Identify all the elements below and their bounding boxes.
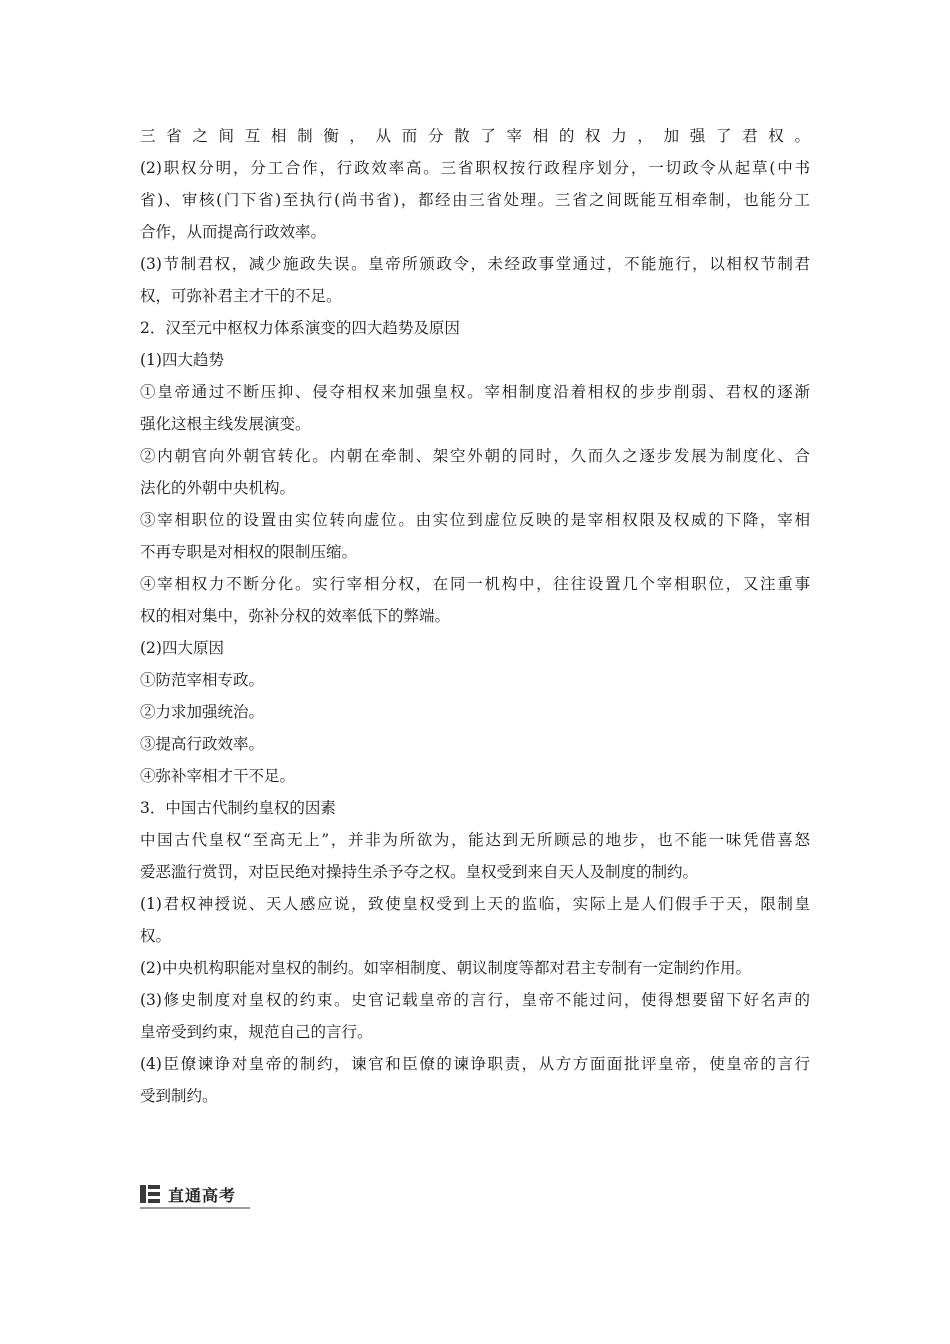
text-line: ①皇帝通过不断压抑、侵夺相权来加强皇权。宰相制度沿着相权的步步削弱、君权的逐渐 <box>140 383 810 401</box>
text-line: (3)节制君权，减少施政失误。皇帝所颁政令，未经政事堂通过，不能施行，以相权节制君 <box>140 255 810 273</box>
text-line: 权。 <box>140 927 172 945</box>
list-item: ④弥补宰相才干不足。 <box>140 767 296 785</box>
text-line: ④宰相权力不断分化。实行宰相分权，在同一机构中，往往设置几个宰相职位，又注重事 <box>140 575 810 593</box>
text-line: 强化这根主线发展演变。 <box>140 415 311 433</box>
text-line: (2)中央机构职能对皇权的制约。如宰相制度、朝议制度等都对君主专制有一定制约作用。 <box>140 959 751 977</box>
subsection-heading: (2)四大原因 <box>140 639 224 657</box>
section-heading: 2．汉至元中枢权力体系演变的四大趋势及原因 <box>140 319 460 337</box>
text-line: (2)职权分明，分工合作，行政效率高。三省职权按行政程序划分，一切政令从起草(中书 <box>140 159 810 177</box>
list-item: ①防范宰相专政。 <box>140 671 265 689</box>
subsection-heading: (1)四大趋势 <box>140 351 224 369</box>
text-line: 合作，从而提高行政效率。 <box>140 223 327 241</box>
section-marker-icon <box>140 1185 160 1203</box>
text-line: ②内朝官向外朝官转化。内朝在牵制、架空外朝的同时，久而久之逐步发展为制度化、合 <box>140 447 810 465</box>
text-line: 省)、审核(门下省)至执行(尚书省)，都经由三省处理。三省之间既能互相牵制，也能分工 <box>140 191 810 209</box>
section-title: 直通高考 <box>168 1185 237 1205</box>
text-line: ③宰相职位的设置由实位转向虚位。由实位到虚位反映的是宰相权限及权威的下降，宰相 <box>140 511 810 529</box>
text-line: (1)君权神授说、天人感应说，致使皇权受到上天的监临，实际上是人们假手于天，限制皇 <box>140 895 810 913</box>
text-line: (3)修史制度对皇权的约束。史官记载皇帝的言行，皇帝不能过问，使得想要留下好名声的 <box>140 991 810 1009</box>
text-line: 权，可弥补君主才干的不足。 <box>140 287 342 305</box>
text-line: 不再专职是对相权的限制压缩。 <box>140 543 358 561</box>
list-item: ②力求加强统治。 <box>140 703 265 721</box>
text-line: 爱恶滥行赏罚，对臣民绝对操持生杀予夺之权。皇权受到来自天人及制度的制约。 <box>140 863 699 881</box>
text-line: 受到制约。 <box>140 1087 218 1105</box>
text-line: 权的相对集中，弥补分权的效率低下的弊端。 <box>140 607 451 625</box>
text-line: 三省之间互相制衡，从而分散了宰相的权力，加强了君权。 <box>140 127 810 145</box>
list-item: ③提高行政效率。 <box>140 735 265 753</box>
text-line: 中国古代皇权“至高无上”，并非为所欲为，能达到无所顾忌的地步，也不能一味凭借喜怒 <box>140 831 810 849</box>
section-heading: 3．中国古代制约皇权的因素 <box>140 799 336 817</box>
section-banner <box>140 1181 250 1209</box>
document-body <box>140 120 810 1112</box>
text-line: 法化的外朝中央机构。 <box>140 479 296 497</box>
text-line: (4)臣僚谏诤对皇帝的制约，谏官和臣僚的谏诤职责，从方方面面批评皇帝，使皇帝的言行 <box>140 1055 810 1073</box>
text-line: 皇帝受到约束，规范自己的言行。 <box>140 1023 373 1041</box>
